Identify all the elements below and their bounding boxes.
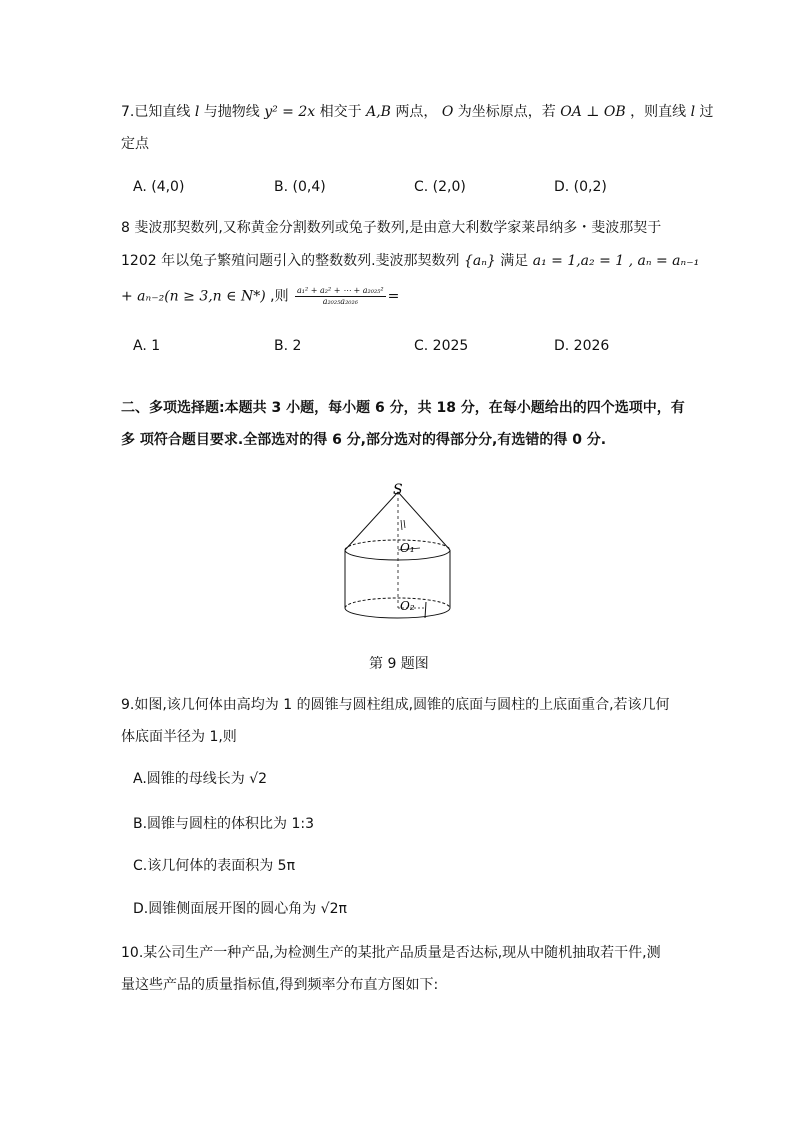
q7-option-d: D. (0,2) xyxy=(554,179,607,195)
q9-option-c: C.该几何体的表面积为 5π xyxy=(133,858,296,874)
figure-caption: 第 9 题图 xyxy=(369,656,429,672)
q8-equals: = xyxy=(387,288,400,305)
label-o2: O₂ xyxy=(400,599,415,613)
q7-line2: 定点 xyxy=(121,136,149,152)
q7-text: 为坐标原点，若 xyxy=(453,104,561,120)
q9-line2: 体底面半径为 1,则 xyxy=(121,729,237,745)
q7-var-l: l xyxy=(194,104,200,120)
top-ellipse-back xyxy=(345,540,450,550)
q8-option-b: B. 2 xyxy=(274,338,302,354)
q7-points: A,B xyxy=(366,104,391,120)
q8-fraction-numerator: a₁² + a₂² + ⋯ + a₂₀₂₅² xyxy=(297,286,384,295)
q8-condition: a₁ = 1,a₂ = 1 , aₙ = aₙ₋₁ xyxy=(532,253,700,269)
bottom-ellipse-back xyxy=(345,598,450,608)
q7-text: 相交于 xyxy=(315,104,367,120)
q7-origin: O xyxy=(441,104,454,120)
label-s: S xyxy=(393,482,403,498)
q7-var-l: l xyxy=(690,104,696,120)
q7-perp: OA ⊥ OB xyxy=(560,104,626,120)
q7-text: ，则直线 xyxy=(625,104,691,120)
label-o1: O₁ xyxy=(400,541,415,555)
q7-option-b: B. (0,4) xyxy=(274,179,326,195)
section2-line1: 二、多项选择题:本题共 3 小题，每小题 6 分，共 18 分，在每小题给出的四个选项中，有 xyxy=(121,400,685,416)
q8-line3 xyxy=(121,286,399,307)
q9-option-b: B.圆锥与圆柱的体积比为 1:3 xyxy=(133,816,315,832)
q8-sequence: {aₙ} xyxy=(463,253,496,269)
apex-mark xyxy=(404,520,405,528)
q9-option-d: D.圆锥侧面展开图的圆心角为 √2π xyxy=(133,901,347,917)
section2-line2: 多 项符合题目要求.全部选对的得 6 分,部分选对的得部分分,有选错的得 0 分. xyxy=(121,432,607,448)
q8-text: 1202 年以兔子繁殖问题引入的整数数列.斐波那契数列 xyxy=(121,253,464,269)
q7-text: 过 xyxy=(695,104,714,120)
q7-option-a: A. (4,0) xyxy=(133,179,185,195)
q8-fraction xyxy=(295,286,386,307)
q8-condition-cont: + aₙ₋₂(n ≥ 3,n ∈ N*) xyxy=(121,288,266,305)
q9-option-a: A.圆锥的母线长为 √2 xyxy=(133,771,268,787)
q7-option-c: C. (2,0) xyxy=(414,179,466,195)
q8-text: 满足 xyxy=(495,253,533,269)
q8-line1: 8 斐波那契数列,又称黄金分割数列或兔子数列,是由意大利数学家莱昂纳多・斐波那契于 xyxy=(121,220,662,236)
cone-slant-left xyxy=(345,492,398,550)
q7-text: 两点， xyxy=(390,104,442,120)
q7-line1 xyxy=(121,102,714,122)
figure-cone-cylinder xyxy=(330,478,465,628)
q8-line2 xyxy=(121,251,699,271)
q7-parabola-eq: y² = 2x xyxy=(264,104,316,120)
apex-mark xyxy=(401,520,402,530)
q8-option-a: A. 1 xyxy=(133,338,161,354)
q10-line2: 量这些产品的质量指标值,得到频率分布直方图如下: xyxy=(121,977,439,993)
q7-text: 7.已知直线 xyxy=(121,104,195,120)
q8-text: ,则 xyxy=(265,288,294,305)
q10-line1: 10.某公司生产一种产品,为检测生产的某批产品质量是否达标,现从中随机抽取若干件,测 xyxy=(121,945,661,961)
q9-line1: 9.如图,该几何体由高均为 1 的圆锥与圆柱组成,圆锥的底面与圆柱的上底面重合,若该几何 xyxy=(121,697,670,713)
q8-option-d: D. 2026 xyxy=(554,338,610,354)
bottom-mark xyxy=(425,602,426,618)
q7-text: 与抛物线 xyxy=(199,104,265,120)
q8-fraction-denominator: a₂₀₂₅a₂₀₂₆ xyxy=(322,297,358,306)
bottom-ellipse-front xyxy=(345,608,450,618)
q8-option-c: C. 2025 xyxy=(414,338,469,354)
top-ellipse-front xyxy=(345,550,450,560)
